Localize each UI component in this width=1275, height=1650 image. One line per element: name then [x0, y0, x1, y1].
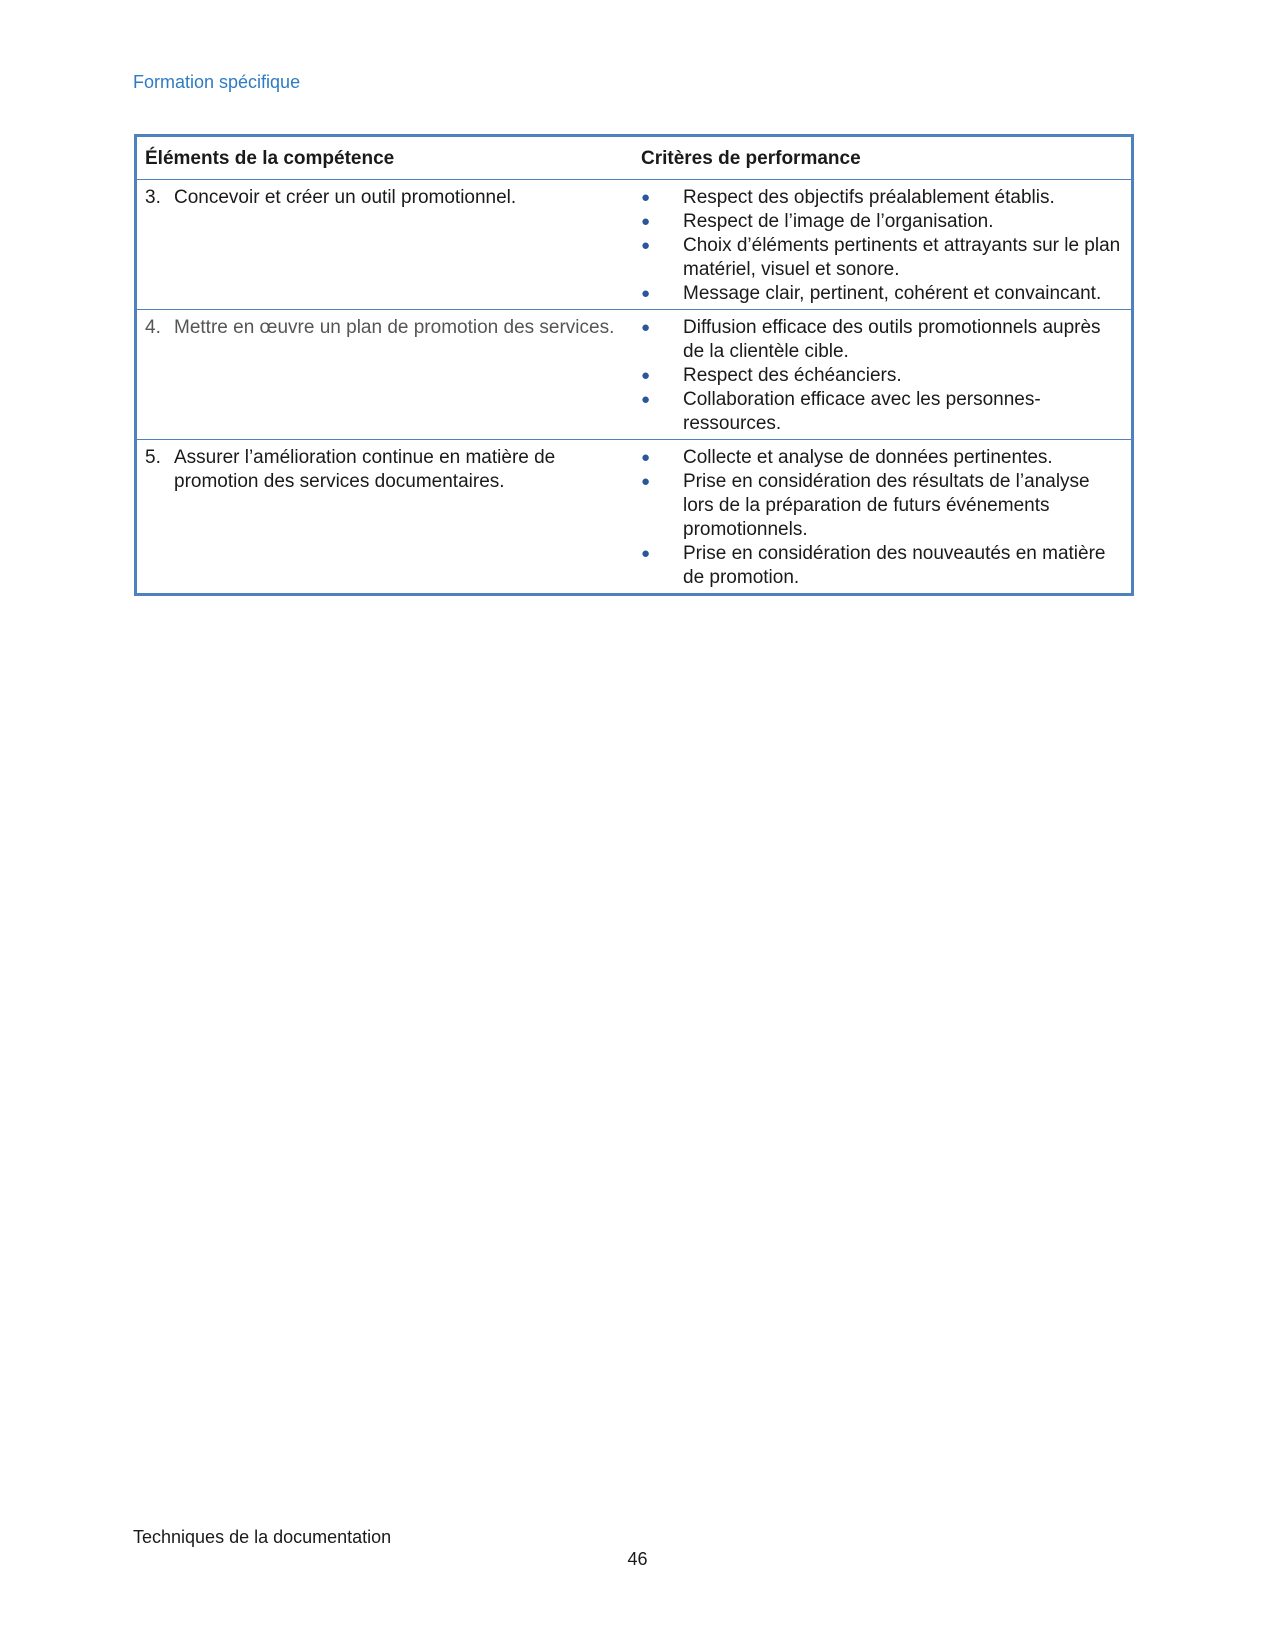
bullet-icon: ● — [641, 473, 651, 490]
criterion-text: Collecte et analyse de données pertinentes. — [683, 447, 1053, 468]
list-item — [641, 446, 1123, 470]
element-cell — [136, 440, 634, 595]
criterion-text: Respect de l’image de l’organisation. — [683, 211, 994, 232]
table-row — [136, 440, 1133, 595]
criterion-text: Choix d’éléments pertinents et attrayants sur le plan matériel, visuel et sonore. — [683, 235, 1121, 280]
element-number: 5. — [145, 447, 161, 468]
list-item — [641, 388, 1123, 436]
criteria-cell — [633, 310, 1133, 440]
criterion-text: Prise en considération des nouveautés en matière de promotion. — [683, 543, 1106, 588]
list-item — [641, 542, 1123, 590]
list-item — [641, 282, 1123, 306]
bullet-icon: ● — [641, 189, 651, 206]
criterion-text: Collaboration efficace avec les personnes-ressources. — [683, 389, 1041, 434]
column-header-criteria: Critères de performance — [633, 136, 1133, 180]
bullet-icon: ● — [641, 285, 651, 302]
criterion-text: Prise en considération des résultats de l’analyse lors de la préparation de futurs événements promotionnels. — [683, 471, 1090, 540]
element-number: 3. — [145, 187, 161, 208]
bullet-icon: ● — [641, 367, 651, 384]
bullet-icon: ● — [641, 213, 651, 230]
element-item — [145, 316, 625, 340]
criteria-list — [641, 316, 1123, 436]
bullet-icon: ● — [641, 391, 651, 408]
page-number: 46 — [627, 1549, 648, 1569]
list-item — [641, 470, 1123, 542]
table-row — [136, 180, 1133, 310]
criterion-text: Diffusion efficace des outils promotionnels auprès de la clientèle cible. — [683, 317, 1101, 362]
column-header-elements: Éléments de la compétence — [136, 136, 634, 180]
criteria-list — [641, 446, 1123, 590]
element-text: Assurer l’amélioration continue en matière de promotion des services documentaires. — [174, 447, 556, 492]
element-item — [145, 446, 625, 494]
element-item — [145, 186, 625, 210]
list-item — [641, 364, 1123, 388]
running-header: Formation spécifique — [133, 72, 301, 92]
criterion-text: Message clair, pertinent, cohérent et convaincant. — [683, 283, 1102, 304]
element-cell — [136, 180, 634, 310]
bullet-icon: ● — [641, 237, 651, 254]
criterion-text: Respect des échéanciers. — [683, 365, 902, 386]
list-item — [641, 210, 1123, 234]
list-item — [641, 234, 1123, 282]
bullet-icon: ● — [641, 545, 651, 562]
element-text: Mettre en œuvre un plan de promotion des services. — [174, 317, 615, 338]
element-text: Concevoir et créer un outil promotionnel. — [174, 187, 517, 208]
competence-table — [134, 134, 1134, 596]
criteria-list — [641, 186, 1123, 306]
criteria-cell — [633, 440, 1133, 595]
criterion-text: Respect des objectifs préalablement établis. — [683, 187, 1055, 208]
bullet-icon: ● — [641, 319, 651, 336]
table-header-row — [136, 136, 1133, 180]
bullet-icon: ● — [641, 449, 651, 466]
element-number: 4. — [145, 317, 161, 338]
list-item — [641, 186, 1123, 210]
list-item — [641, 316, 1123, 364]
element-cell — [136, 310, 634, 440]
table-row — [136, 310, 1133, 440]
criteria-cell — [633, 180, 1133, 310]
footer-program-title: Techniques de la documentation — [133, 1527, 392, 1547]
